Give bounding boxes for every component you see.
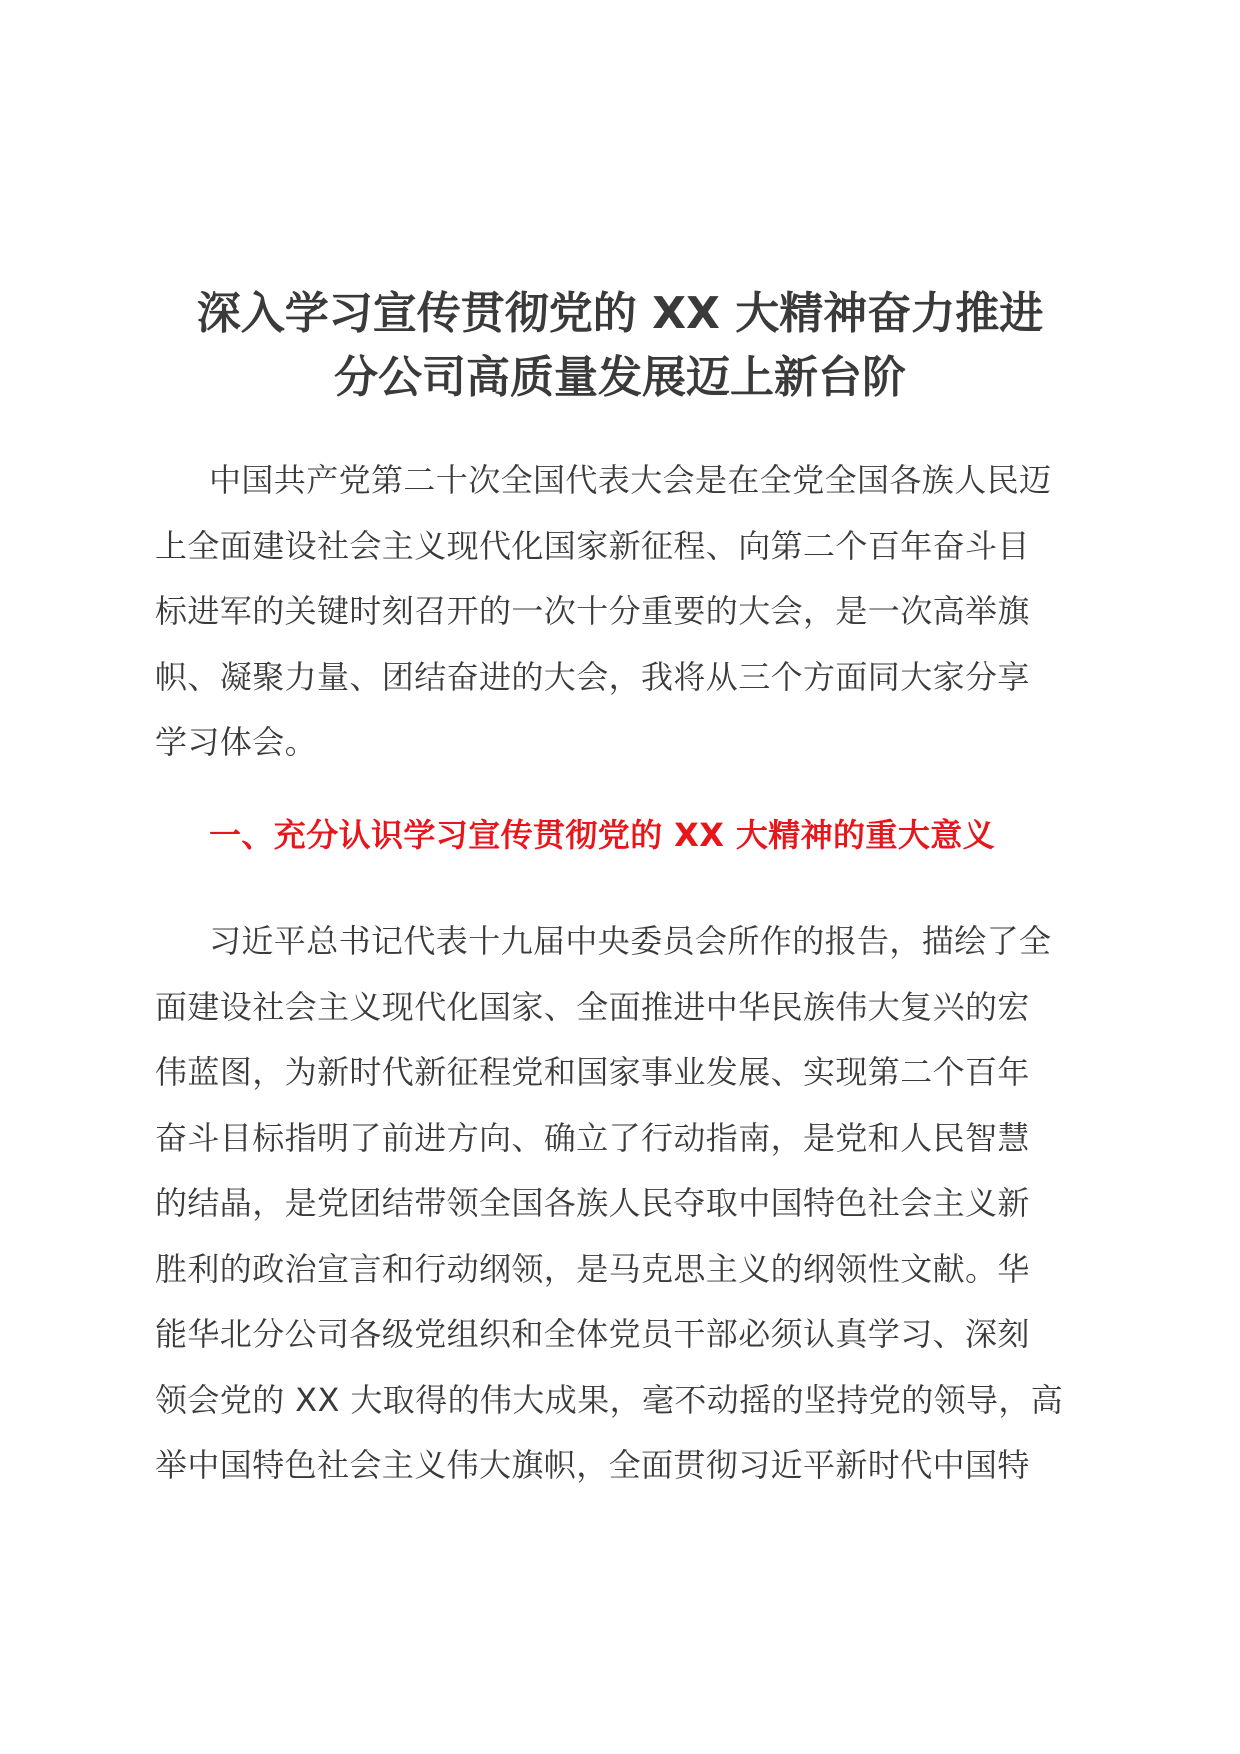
paragraph-line: 面建设社会主义现代化国家、全面推进中华民族伟大复兴的宏 bbox=[155, 987, 1030, 1026]
paragraph-line: 奋斗目标指明了前进方向、确立了行动指南，是党和人民智慧 bbox=[155, 1118, 1030, 1157]
section-heading: 一、充分认识学习宣传贯彻党的 XX 大精神的重大意义 bbox=[209, 816, 996, 854]
title-line: 深入学习宣传贯彻党的 XX 大精神奋力推进 bbox=[196, 288, 1044, 339]
paragraph-line: 帜、凝聚力量、团结奋进的大会，我将从三个方面同大家分享 bbox=[155, 657, 1030, 696]
paragraph-line: 胜利的政治宣言和行动纲领，是马克思主义的纲领性文献。华 bbox=[155, 1249, 1030, 1288]
paragraph-line: 中国共产党第二十次全国代表大会是在全党全国各族人民迈 bbox=[209, 461, 1052, 499]
paragraph-line: 上全面建设社会主义现代化国家新征程、向第二个百年奋斗目 bbox=[155, 526, 1030, 565]
paragraph-line: 习近平总书记代表十九届中央委员会所作的报告，描绘了全 bbox=[209, 922, 1052, 960]
paragraph-line: 标进军的关键时刻召开的一次十分重要的大会，是一次高举旗 bbox=[155, 592, 1030, 630]
intro-paragraph bbox=[155, 448, 1085, 776]
paragraph-line: 领会党的 XX 大取得的伟大成果，毫不动摇的坚持党的领导，高 bbox=[155, 1380, 1064, 1419]
document-title bbox=[150, 282, 1090, 410]
paragraph-line: 能华北分公司各级党组织和全体党员干部必须认真学习、深刻 bbox=[155, 1315, 1030, 1353]
body-paragraph bbox=[155, 909, 1085, 1499]
paragraph-line: 学习体会。 bbox=[155, 723, 318, 761]
title-line: 分公司高质量发展迈上新台阶 bbox=[334, 352, 906, 403]
paragraph-line: 的结晶，是党团结带领全国各族人民夺取中国特色社会主义新 bbox=[155, 1184, 1030, 1222]
paragraph-line: 举中国特色社会主义伟大旗帜，全面贯彻习近平新时代中国特 bbox=[155, 1446, 1030, 1484]
paragraph-line: 伟蓝图，为新时代新征程党和国家事业发展、实现第二个百年 bbox=[155, 1053, 1030, 1091]
